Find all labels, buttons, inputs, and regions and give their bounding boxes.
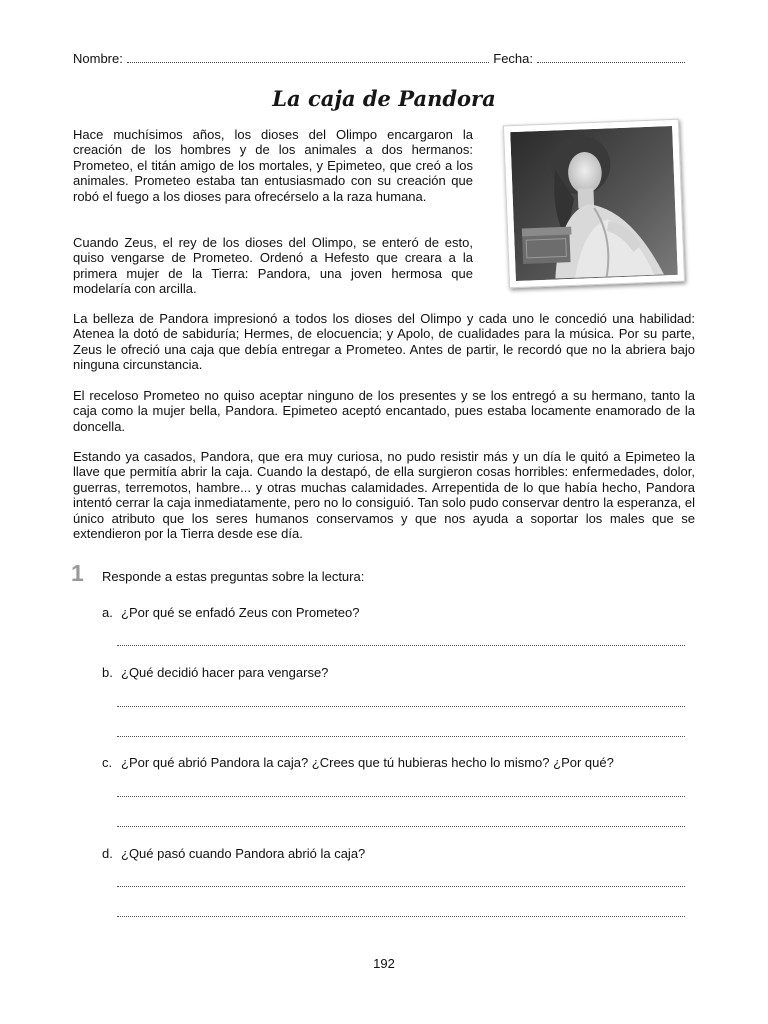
question-text: ¿Por qué se enfadó Zeus con Prometeo? [121, 605, 360, 620]
reading-paragraph-3: La belleza de Pandora impresionó a todos los dioses del Olimpo y cada uno le concedió una habilidad: Atenea la dotó de sabiduría; Hermes, de elocuencia; y Apolo, de cualidades para la música. Por su parte, Zeus le ofreció una caja que debía entregar a Prometeo. Antes de partir, le recordó que no la abriera bajo ninguna circunstancia. [73, 311, 695, 373]
date-label: Fecha: [493, 51, 533, 66]
question-b [102, 665, 328, 680]
question-d [102, 846, 365, 861]
question-letter: a. [102, 605, 113, 620]
question-text: ¿Qué decidió hacer para vengarse? [121, 665, 329, 680]
pandora-painting [503, 119, 685, 289]
name-field[interactable] [127, 52, 489, 63]
answer-line-d-2[interactable] [117, 916, 685, 917]
question-c [102, 755, 614, 770]
answer-line-d-1[interactable] [117, 886, 685, 887]
answer-line-b-1[interactable] [117, 706, 685, 707]
question-letter: d. [102, 846, 113, 861]
pandora-painting-image [510, 126, 678, 281]
answer-line-b-2[interactable] [117, 736, 685, 737]
question-a [102, 605, 359, 620]
header-line [73, 51, 685, 66]
answer-line-a-1[interactable] [117, 645, 685, 646]
reading-paragraph-4: El receloso Prometeo no quiso aceptar ninguno de los presentes y se los entregó a su hermano, tanto la caja como la mujer bella, Pandora. Epimeteo aceptó encantado, pues estaba locamente enamorado de la doncella. [73, 388, 695, 434]
name-label: Nombre: [73, 51, 123, 66]
question-letter: c. [102, 755, 113, 770]
answer-line-c-1[interactable] [117, 796, 685, 797]
question-text: ¿Qué pasó cuando Pandora abrió la caja? [121, 846, 366, 861]
exercise-number: 1 [71, 560, 84, 586]
question-text: ¿Por qué abrió Pandora la caja? ¿Crees que tú hubieras hecho lo mismo? ¿Por qué? [121, 755, 614, 770]
reading-paragraph-5: Estando ya casados, Pandora, que era muy curiosa, no pudo resistir más y un día le quitó a Epimeteo la llave que permitía abrir la caja. Cuando la destapó, de ella surgieron cosas horribles: enfermedades, dolor, guerras, terremotos, hambre... y otras muchas calamidades. Arrepentida de lo que había hecho, Pandora intentó cerrar la caja inmediatamente, pero no lo consiguió. Tan solo pudo conservar dentro la esperanza, el único atributo que los seres humanos conservamos y que nos ayuda a soportar los males que se extendieron por la Tierra desde ese día. [73, 449, 695, 542]
exercise-instruction: Responde a estas preguntas sobre la lectura: [102, 569, 365, 584]
date-field[interactable] [537, 52, 685, 63]
question-letter: b. [102, 665, 113, 680]
answer-line-c-2[interactable] [117, 826, 685, 827]
reading-paragraph-2: Cuando Zeus, el rey de los dioses del Olimpo, se enteró de esto, quiso vengarse de Prometeo. Ordenó a Hefesto que creara a la primera mujer de la Tierra: Pandora, una joven hermosa que modelaría con arcilla. [73, 235, 473, 297]
page-number: 192 [373, 956, 395, 971]
page-title: La caja de Pandora [272, 86, 496, 111]
reading-paragraph-1: Hace muchísimos años, los dioses del Olimpo encargaron la creación de los hombres y de los animales a dos hermanos: Prometeo, el titán amigo de los mortales, y Epimeteo, que creó a los animales. Prometeo estaba tan entusiasmado con su creación que robó el fuego a los dioses para ofrecérselo a la raza humana. [73, 127, 473, 204]
